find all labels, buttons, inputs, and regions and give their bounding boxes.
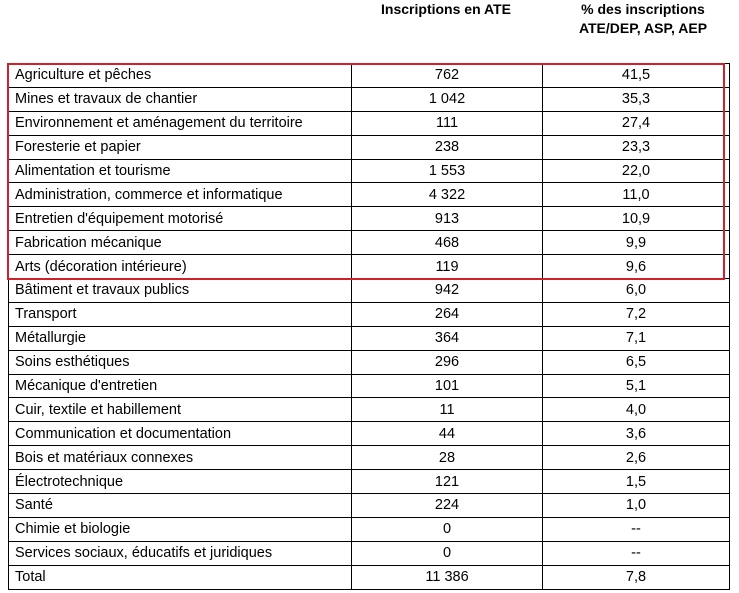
table-row — [9, 279, 730, 303]
enrolments-cell: 1 553 — [352, 159, 543, 183]
table-row — [9, 517, 730, 541]
percent-cell: 5,1 — [543, 374, 730, 398]
enrolment-table-body — [9, 64, 730, 590]
sector-cell: Chimie et biologie — [9, 517, 352, 541]
enrolments-cell: 111 — [352, 111, 543, 135]
table-row — [9, 87, 730, 111]
enrolments-cell: 296 — [352, 350, 543, 374]
enrolments-cell: 11 — [352, 398, 543, 422]
percent-cell: 6,5 — [543, 350, 730, 374]
percent-cell: 2,6 — [543, 446, 730, 470]
sector-cell: Administration, commerce et informatique — [9, 183, 352, 207]
sector-cell: Agriculture et pêches — [9, 64, 352, 88]
sector-cell: Total — [9, 565, 352, 589]
table-row — [9, 374, 730, 398]
sector-cell: Services sociaux, éducatifs et juridiques — [9, 541, 352, 565]
table-row — [9, 207, 730, 231]
sector-cell: Environnement et aménagement du territoire — [9, 111, 352, 135]
percent-cell: 9,6 — [543, 255, 730, 279]
table-row — [9, 326, 730, 350]
percent-cell: -- — [543, 517, 730, 541]
table-row — [9, 255, 730, 279]
percent-cell: 9,9 — [543, 231, 730, 255]
enrolments-cell: 121 — [352, 470, 543, 494]
percent-cell: 41,5 — [543, 64, 730, 88]
percent-cell: 3,6 — [543, 422, 730, 446]
sector-cell: Fabrication mécanique — [9, 231, 352, 255]
percent-cell: 27,4 — [543, 111, 730, 135]
enrolments-cell: 364 — [352, 326, 543, 350]
table-row — [9, 541, 730, 565]
sector-cell: Électrotechnique — [9, 470, 352, 494]
percent-cell: 6,0 — [543, 279, 730, 303]
sector-cell: Communication et documentation — [9, 422, 352, 446]
sector-cell: Arts (décoration intérieure) — [9, 255, 352, 279]
enrolments-cell: 264 — [352, 302, 543, 326]
table-row — [9, 446, 730, 470]
enrolments-cell: 101 — [352, 374, 543, 398]
percent-cell: 22,0 — [543, 159, 730, 183]
sector-cell: Métallurgie — [9, 326, 352, 350]
table-row — [9, 183, 730, 207]
total-row — [9, 565, 730, 589]
sector-cell: Mines et travaux de chantier — [9, 87, 352, 111]
table-row — [9, 422, 730, 446]
enrolments-cell: 762 — [352, 64, 543, 88]
sector-cell: Transport — [9, 302, 352, 326]
sector-cell: Santé — [9, 494, 352, 518]
percent-cell: -- — [543, 541, 730, 565]
percent-cell: 1,5 — [543, 470, 730, 494]
sector-cell: Cuir, textile et habillement — [9, 398, 352, 422]
sector-cell: Bâtiment et travaux publics — [9, 279, 352, 303]
table-row — [9, 231, 730, 255]
percent-cell: 35,3 — [543, 87, 730, 111]
enrolments-cell: 4 322 — [352, 183, 543, 207]
table-row — [9, 494, 730, 518]
percent-cell: 1,0 — [543, 494, 730, 518]
percent-cell: 23,3 — [543, 135, 730, 159]
enrolment-table — [8, 63, 730, 590]
enrolments-cell: 0 — [352, 517, 543, 541]
table-row — [9, 159, 730, 183]
percent-cell: 7,8 — [543, 565, 730, 589]
table-row — [9, 302, 730, 326]
column-header-enrolments — [346, 0, 546, 19]
enrolments-cell: 11 386 — [352, 565, 543, 589]
sector-cell: Bois et matériaux connexes — [9, 446, 352, 470]
column-header-percent-line2: ATE/DEP, ASP, AEP — [578, 20, 708, 36]
enrolments-cell: 119 — [352, 255, 543, 279]
enrolments-cell: 0 — [352, 541, 543, 565]
sector-cell: Alimentation et tourisme — [9, 159, 352, 183]
enrolments-cell: 1 042 — [352, 87, 543, 111]
percent-cell: 10,9 — [543, 207, 730, 231]
table-row — [9, 350, 730, 374]
enrolments-cell: 468 — [352, 231, 543, 255]
column-header-percent — [545, 0, 739, 38]
column-header-enrolments-label: Inscriptions en ATE — [381, 1, 511, 17]
enrolments-cell: 942 — [352, 279, 543, 303]
enrolments-cell: 238 — [352, 135, 543, 159]
table-row — [9, 135, 730, 159]
percent-cell: 7,1 — [543, 326, 730, 350]
sector-cell: Mécanique d'entretien — [9, 374, 352, 398]
enrolments-cell: 913 — [352, 207, 543, 231]
table-row — [9, 64, 730, 88]
table-row — [9, 111, 730, 135]
sector-cell: Soins esthétiques — [9, 350, 352, 374]
enrolments-cell: 44 — [352, 422, 543, 446]
percent-cell: 7,2 — [543, 302, 730, 326]
table-row — [9, 470, 730, 494]
enrolments-cell: 28 — [352, 446, 543, 470]
column-header-percent-line1: % des inscriptions — [581, 1, 705, 17]
percent-cell: 11,0 — [543, 183, 730, 207]
enrolments-cell: 224 — [352, 494, 543, 518]
sector-cell: Entretien d'équipement motorisé — [9, 207, 352, 231]
table-row — [9, 398, 730, 422]
sector-cell: Foresterie et papier — [9, 135, 352, 159]
percent-cell: 4,0 — [543, 398, 730, 422]
